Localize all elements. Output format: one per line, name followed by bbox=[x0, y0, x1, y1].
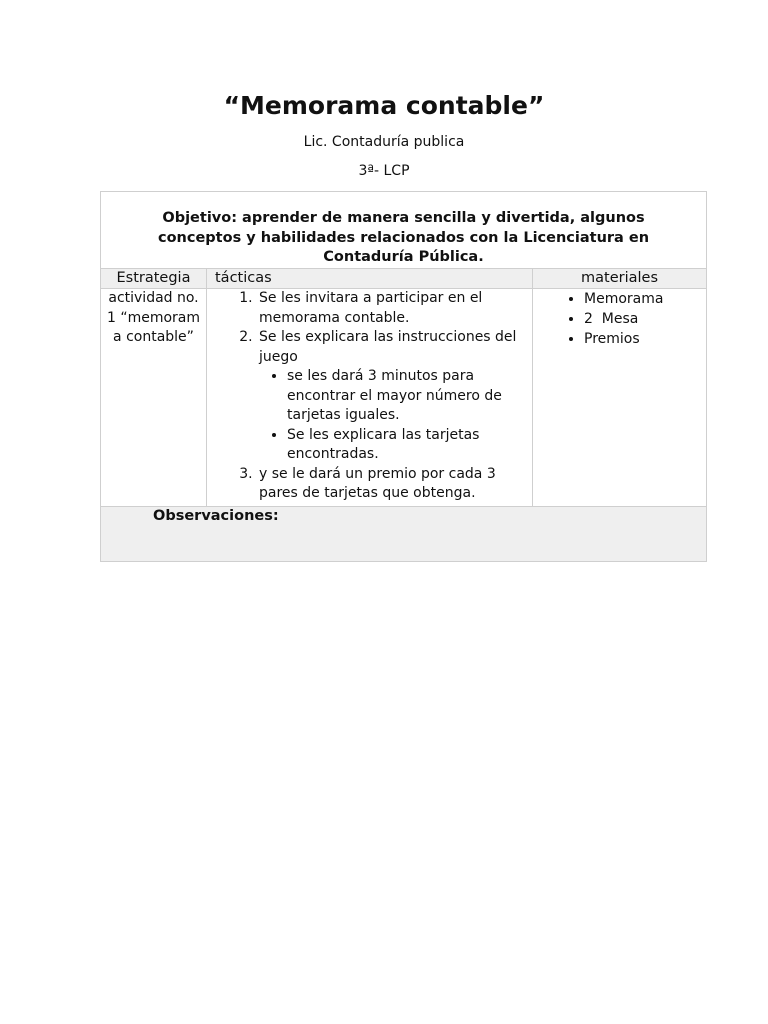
tactics-cell bbox=[207, 289, 533, 507]
material-item: • Memorama bbox=[584, 289, 706, 309]
header-tactics: tácticas bbox=[207, 269, 533, 289]
strategy-text: actividad no. 1 “memorama contable” bbox=[106, 290, 201, 345]
tactic-subitem-1 bbox=[287, 367, 532, 426]
material-item: • 2 Mesa bbox=[584, 309, 706, 329]
materials-cell bbox=[533, 289, 707, 507]
strategy-cell bbox=[101, 289, 207, 507]
header-row bbox=[101, 269, 707, 289]
tactic-item-2-text: Se les explicara las instrucciones del juego bbox=[259, 329, 517, 365]
observations-cell bbox=[101, 506, 707, 561]
materials-list bbox=[533, 289, 706, 349]
tactics-list bbox=[207, 289, 532, 504]
tactic-item-1-text: Se les invitara a participar en el memorama contable. bbox=[259, 290, 483, 326]
material-item: • Premios bbox=[584, 329, 706, 349]
tactic-subitem-1-text: se les dará 3 minutos para encontrar el mayor número de tarjetas iguales. bbox=[287, 368, 502, 423]
observations-label: Observaciones: bbox=[153, 507, 279, 524]
content-row bbox=[101, 289, 707, 507]
header-strategy: Estrategia bbox=[101, 269, 207, 289]
tactic-subitem-2-text: Se les explicara las tarjetas encontradas. bbox=[287, 426, 480, 462]
observations-row bbox=[101, 506, 707, 561]
objective-text: Objetivo: aprender de manera sencilla y divertida, algunos conceptos y habilidades relacionados con la Licenciatura en Contaduría Pública. bbox=[157, 210, 650, 265]
tactic-subitem-2 bbox=[287, 426, 532, 465]
activity-table bbox=[100, 191, 707, 562]
tactic-sublist bbox=[259, 367, 532, 465]
document-subtitle-program: Lic. Contaduría publica bbox=[303, 134, 465, 150]
objective-row bbox=[101, 192, 707, 269]
document-title: “Memorama contable” bbox=[223, 91, 545, 120]
tactic-item-3 bbox=[257, 465, 532, 504]
tactic-item-1 bbox=[257, 289, 532, 328]
header-materials: materiales bbox=[533, 269, 707, 289]
document-subtitle-group: 3ª- LCP bbox=[358, 163, 410, 179]
objective-cell bbox=[101, 192, 707, 269]
tactic-item-3-text: y se le dará un premio por cada 3 pares de tarjetas que obtenga. bbox=[259, 465, 496, 501]
tactic-item-2 bbox=[257, 328, 532, 465]
